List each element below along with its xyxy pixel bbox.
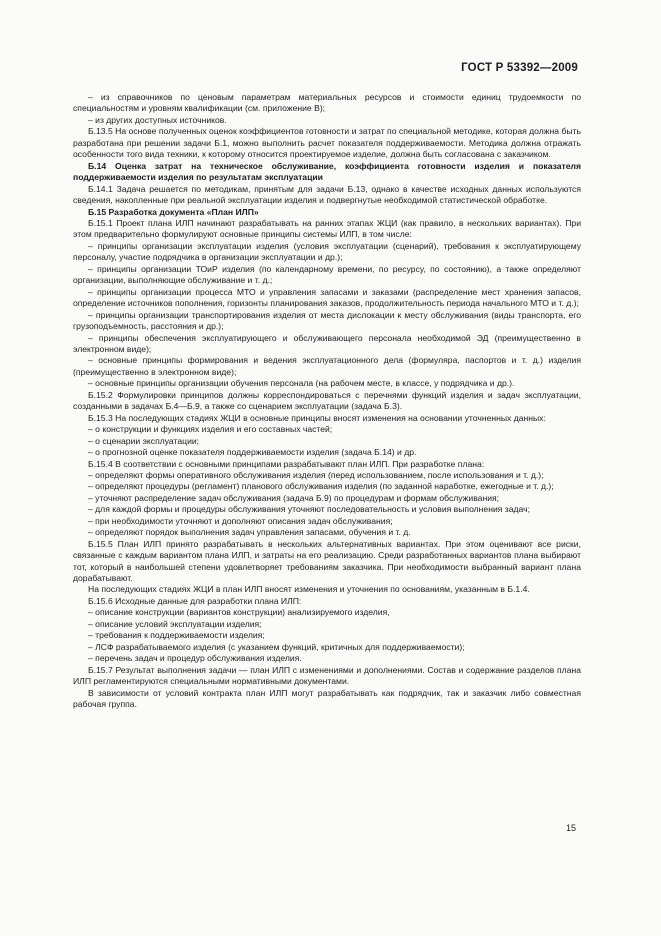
list-item: – определяют порядок выполнения задач управления запасами, обучения и т. д. bbox=[88, 527, 411, 538]
paragraph: На последующих стадиях ЖЦИ в план ИЛП вносят изменения и уточнения по основаниям, указанным в Б.1.4. bbox=[88, 584, 530, 595]
list-item: – о конструкции и функциях изделия и его составных частей; bbox=[88, 424, 333, 435]
paragraph: Б.14.1 Задача решается по методикам, принятым для задачи Б.13, однако в качестве исходных данных используются сведения, накопленные при реальной эксплуатации изделия и подвергнутые необходимой статистической обработке. bbox=[73, 183, 581, 206]
list-item: – принципы обеспечения эксплуатирующего и обслуживающего персонала необходимой ЭД (преимущественно в электронном виде); bbox=[73, 332, 581, 354]
list-item: – требования к поддерживаемости изделия; bbox=[88, 630, 265, 641]
document-body bbox=[73, 92, 581, 710]
paragraph: В зависимости от условий контракта план ИЛП могут разрабатывать как подрядчик, так и заказчик либо совместная рабочая группа. bbox=[73, 687, 581, 710]
list-item: – о прогнозной оценке показателя поддерживаемости изделия (задача Б.14) и др. bbox=[88, 447, 417, 458]
list-item: – принципы организации процесса МТО и управления запасами и заказами (распределение мест хранения запасов, определение источников пополнения, горизонты планирования заказов, продолжительность периода начального МТО и т. д.); bbox=[73, 286, 581, 309]
paragraph: Б.15.2 Формулировки принципов должны корреспондироваться с перечнями функций изделия и задач эксплуатации, созданными в задачах Б.4—Б.9, а также со сценарием эксплуатации (задача Б.3). bbox=[73, 389, 581, 412]
list-item: – принципы организации транспортирования изделия от места дислокации к месту обслуживания (виды транспорта, его грузоподъемность, расстояния и др.); bbox=[73, 309, 581, 332]
list-item: – уточняют распределение задач обслуживания (задача Б.9) по процедурам и формам обслуживания; bbox=[88, 492, 500, 503]
paragraph: Б.15.1 Проект плана ИЛП начинают разрабатывать на ранних этапах ЖЦИ (как правило, в нескольких вариантах). При этом предварительно формулируют основные принципы системы ИЛП, в том числе: bbox=[73, 217, 581, 240]
list-item: – ЛСФ разрабатываемого изделия (с указанием функций, критичных для поддерживаемости); bbox=[88, 641, 465, 652]
list-item: – из справочников по ценовым параметрам материальных ресурсов и стоимости единиц трудоемкости по специальностям и уровням квалификации (см. приложение В); bbox=[73, 92, 581, 114]
list-item: – о сценарии эксплуатации; bbox=[88, 435, 200, 446]
list-item: – при необходимости уточняют и дополняют описания задач обслуживания; bbox=[88, 515, 393, 526]
paragraph: Б.15.6 Исходные данные для разработки плана ИЛП: bbox=[88, 595, 302, 606]
list-item: – принципы организации ТОиР изделия (по календарному времени, по ресурсу, по состоянию), а также определяют организации, выполняющие обслуживание и т. д.; bbox=[73, 263, 581, 286]
list-item: – определяют процедуры (регламент) планового обслуживания изделия (по заданной наработке, ежегодные и т. д.); bbox=[88, 481, 554, 492]
document-header: ГОСТ Р 53392—2009 bbox=[461, 62, 578, 74]
list-item: – для каждой формы и процедуры обслуживания уточняют последовательность и условия выполнения задач; bbox=[88, 504, 530, 515]
list-item: – из других доступных источников. bbox=[88, 114, 227, 125]
list-item: – перечень задач и процедур обслуживания изделия. bbox=[88, 653, 302, 664]
list-item: – принципы организации эксплуатации изделия (условия эксплуатации (сценарий), требования к эксплуатирующему персоналу, участие подрядчика в организации эксплуатации и др.); bbox=[73, 240, 581, 263]
list-item: – описание условий эксплуатации изделия; bbox=[88, 618, 262, 629]
list-item: – основные принципы формирования и ведения эксплуатационного дела (формуляра, паспортов и т. д.) изделия (преимущественно в электронном виде); bbox=[73, 355, 581, 377]
paragraph: Б.15.5 План ИЛП принято разрабатывать в нескольких альтернативных вариантах. При этом оценивают все риски, связанные с каждым вариантом плана ИЛП, и затраты на его реализацию. Среди разработанных вариантов плана выбирают тот, который в наибольшей степени удовлетворяет требованиям заказчика. При необходимости выбранный вариант плана дорабатывают. bbox=[73, 538, 581, 584]
list-item: – определяют формы оперативного обслуживания изделия (перед использованием, после использования и т. д.); bbox=[88, 469, 544, 480]
list-item: – основные принципы организации обучения персонала (на рабочем месте, в классе, у подрядчика и др.). bbox=[88, 378, 515, 389]
paragraph: Б.15.4 В соответствии с основными принципами разрабатывают план ИЛП. При разработке плана: bbox=[88, 458, 485, 469]
paragraph: Б.13.5 На основе полученных оценок коэффициентов готовности и затрат по специальной методике, которая должна быть разработана при решении задачи Б.1, можно выполнить расчет показателя поддерживаемости. Методика должна отражать особенности того вида техники, к которому относится проектируемое изделие, должна быть согласована с заказчиком. bbox=[73, 126, 581, 160]
section-heading: Б.15 Разработка документа «План ИЛП» bbox=[88, 206, 259, 217]
page-number: 15 bbox=[565, 823, 576, 833]
paragraph: Б.15.7 Результат выполнения задачи — план ИЛП с изменениями и дополнениями. Состав и содержание разделов плана ИЛП регламентируются специальными нормативными документами. bbox=[73, 664, 581, 687]
section-heading: Б.14 Оценка затрат на техническое обслуживание, коэффициента готовности изделия и показателя поддерживаемости изделия по результатам эксплуатации bbox=[73, 160, 581, 183]
paragraph: Б.15.3 На последующих стадиях ЖЦИ в основные принципы вносят изменения на основании уточненных данных: bbox=[88, 412, 546, 423]
list-item: – описание конструкции (вариантов конструкции) анализируемого изделия, bbox=[88, 607, 390, 618]
